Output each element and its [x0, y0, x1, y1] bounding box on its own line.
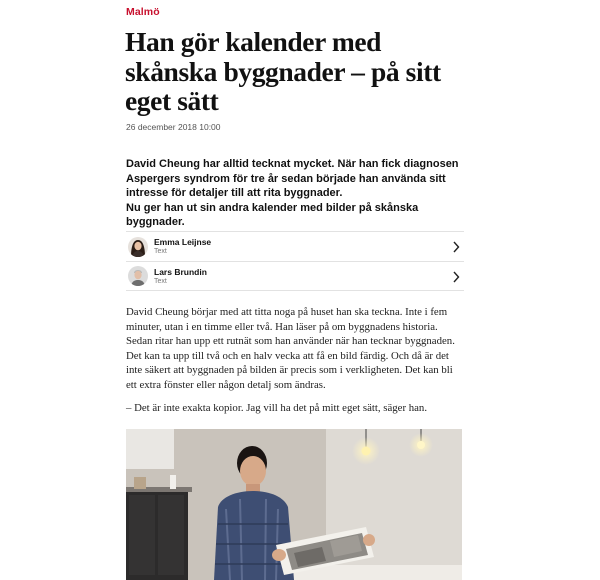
author-list [126, 231, 464, 291]
chevron-right-icon[interactable] [452, 271, 460, 283]
author-role: Text [154, 277, 167, 285]
lead-paragraph-2: Nu ger han ut sin andra kalender med bilder på skånska byggnader. [126, 201, 419, 228]
publish-date: 26 december 2018 10:00 [126, 122, 221, 132]
article-lead [126, 157, 471, 230]
avatar [128, 237, 148, 257]
author-row-lars-brundin[interactable] [126, 261, 464, 291]
author-name: Lars Brundin [154, 266, 207, 277]
section-label[interactable]: Malmö [126, 6, 160, 18]
body-paragraph-2: – Det är inte exakta kopior. Jag vill ha det på mitt eget sätt, säger han. [126, 402, 428, 414]
author-role: Text [154, 248, 167, 255]
chevron-right-icon[interactable] [452, 241, 460, 253]
lead-paragraph-1: David Cheung har alltid tecknat mycket. När han fick diagnosen Aspergers syndrom för tre år sedan började han använda sitt intresse för detaljer till att rita byggnader. [126, 158, 459, 199]
body-paragraph-1: David Cheung börjar med att titta noga på huset han ska teckna. Inte i fem minuter, utan i en timme eller två. Han läser på om byggnadens historia. Sedan ritar han upp ett rutnät som han använder när han tecknar byggnaden. Det kan ta upp till två och en halv vecka att få en bild färdig. Och då är det inte säkert att byggnaden på bilden är precis som i verkligheten. Det kan bli ett extra fönster eller någon detalj som ändras. [126, 306, 455, 391]
avatar [128, 266, 148, 286]
article-headline: Han gör kalender med skånska byggnader – på sitt eget sätt [125, 26, 441, 116]
article-photo[interactable] [126, 429, 462, 580]
author-name: Emma Leijnse [154, 237, 212, 247]
article-body [126, 305, 464, 425]
author-row-emma-leijnse[interactable] [126, 231, 464, 261]
